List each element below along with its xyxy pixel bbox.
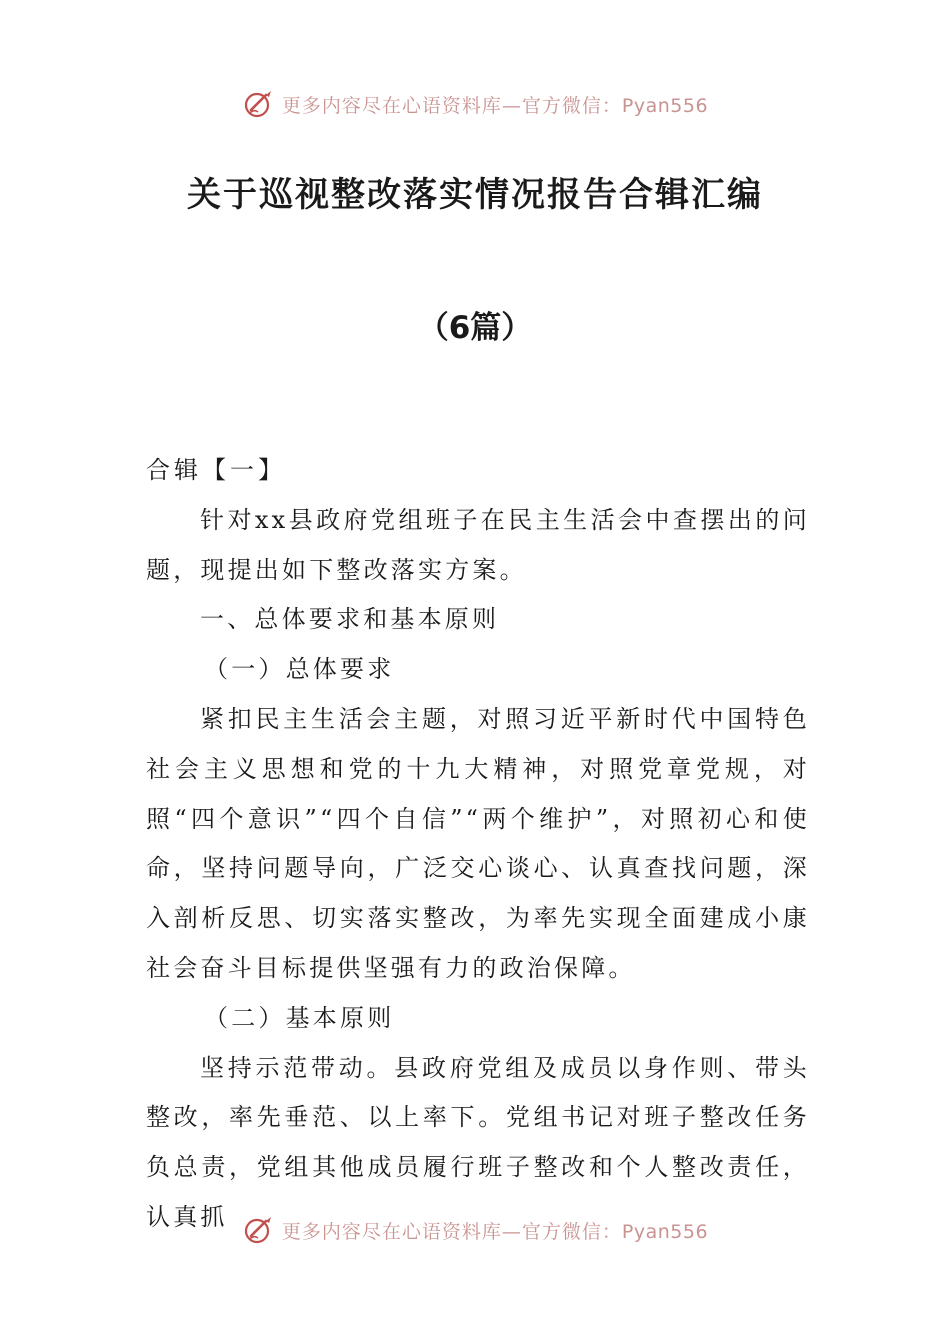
pen-logo-icon bbox=[242, 1213, 276, 1247]
watermark-text: 更多内容尽在心语资料库—官方微信：Pyan556 bbox=[281, 1220, 709, 1243]
footer-watermark bbox=[0, 1210, 950, 1250]
heading-level-2: （一）总体要求 bbox=[204, 655, 395, 684]
heading-level-1: 一、总体要求和基本原则 bbox=[200, 605, 500, 634]
heading-level-2: （二）基本原则 bbox=[204, 1003, 395, 1032]
watermark-text: 更多内容尽在心语资料库—官方微信：Pyan556 bbox=[281, 94, 709, 117]
section-label: 合辑【一】 bbox=[146, 456, 286, 484]
document-title: 关于巡视整改落实情况报告合辑汇编 bbox=[187, 175, 763, 215]
paragraph: 针对xx县政府党组班子在民主生活会中查摆出的问题，现提出如下整改落实方案。 bbox=[146, 505, 810, 584]
pen-logo-icon bbox=[242, 87, 276, 121]
paragraph: 坚持示范带动。县政府党组及成员以身作则、带头整改，率先垂范、以上率下。党组书记对班子整改任务负总责，党组其他成员履行班子整改和个人整改责任，认真抓 bbox=[146, 1053, 810, 1231]
document-subtitle: （6篇） bbox=[417, 310, 533, 346]
document-body bbox=[146, 446, 810, 1243]
header-watermark bbox=[0, 84, 950, 124]
paragraph: 紧扣民主生活会主题，对照习近平新时代中国特色社会主义思想和党的十九大精神，对照党章党规，对照“四个意识”“四个自信”“两个维护”，对照初心和使命，坚持问题导向，广泛交心谈心、认真查找问题，深入剖析反思、切实落实整改，为率先实现全面建成小康社会奋斗目标提供坚强有力的政治保障。 bbox=[146, 704, 810, 982]
